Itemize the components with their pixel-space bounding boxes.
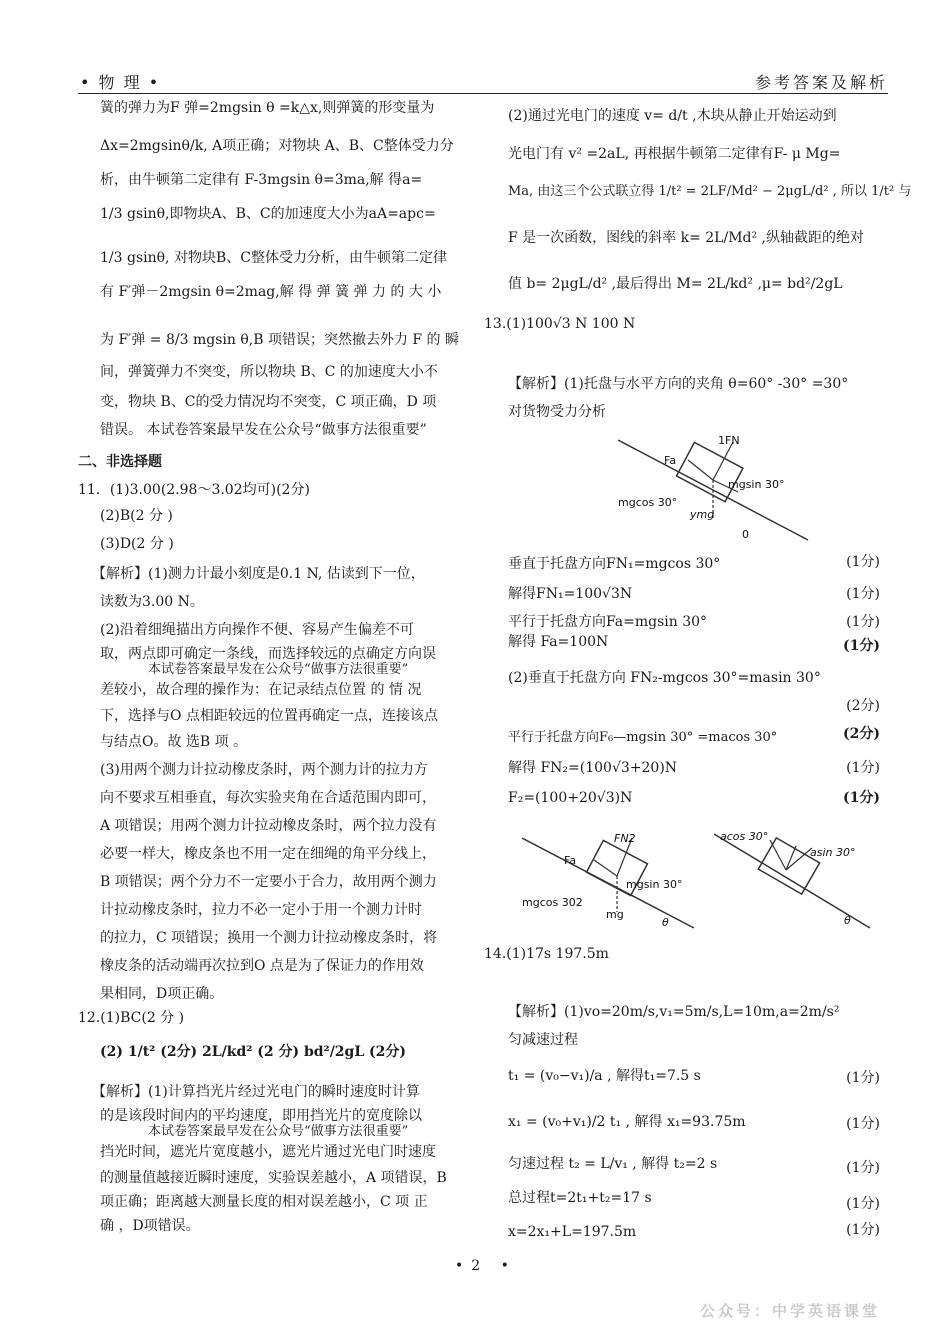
label-acos: acos 30° xyxy=(720,830,769,843)
text-line: (2)通过光电门的速度 v= d/t ,木块从静止开始运动到 xyxy=(508,108,837,124)
text-line: 析，由牛顿第二定律有 F-3mgsin θ=3ma,解 得a= xyxy=(100,172,423,188)
watermark-line: 本试卷答案最早发在公众号“做事方法很重要” xyxy=(148,662,409,677)
text-line: t₁ = (v₀−v₁)/a , 解得t₁=7.5 s xyxy=(508,1068,701,1084)
text-line: x₁ = (v₀+v₁)/2 t₁ , 解得 x₁=93.75m xyxy=(508,1114,746,1130)
text-line: (2)B(2 分 ) xyxy=(100,508,173,524)
header-subject: • 物 理 • xyxy=(80,73,161,92)
text-line: 【解析】(1)测力计最小刻度是0.1 N, 估读到下一位， xyxy=(92,566,425,582)
question-12: 12.(1)BC(2 分 ) xyxy=(78,1010,185,1026)
text-line: 光电门有 v² =2aL, 再根据牛顿第二定律有F- μ Mg= xyxy=(508,146,841,162)
text-line: F 是一次函数，图线的斜率 k= 2L/Md² ,纵轴截距的绝对 xyxy=(508,230,865,246)
text-line: 解得 FN₂=(100√3+20)N xyxy=(508,760,678,776)
text-line: 必要一样大，橡皮条也不用一定在细绳的角平分线上， xyxy=(100,846,436,862)
watermark: 公众号：中学英语课堂 xyxy=(699,1302,880,1320)
text-line: (2)沿着细绳描出方向操作不便、容易产生偏差不可 xyxy=(100,622,414,638)
text-line: 的是该段时间内的平均速度，即用挡光片的宽度除以 xyxy=(100,1108,422,1124)
question-14: 14.(1)17s 197.5m xyxy=(484,946,609,962)
right-column xyxy=(484,100,912,1250)
label-zero: 0 xyxy=(742,528,749,541)
score: (1分) xyxy=(846,1070,880,1086)
text-line: 下，选择与O 点相距较远的位置再确定一点，连接该点 xyxy=(100,708,438,724)
text-line: 的测量值越接近瞬时速度，实验误差越小，A 项错误，B xyxy=(100,1170,447,1186)
label-fa: Fa xyxy=(664,454,677,467)
page-number: •2 • xyxy=(455,1258,517,1274)
label-mg: mg xyxy=(606,908,624,921)
score: (1分) xyxy=(846,1222,880,1238)
question-13: 13.(1)100√3 N 100 N xyxy=(484,316,636,332)
text-line: 1/3 gsinθ, 对物块B、C整体受力分析，由牛顿第二定律 xyxy=(100,250,447,266)
text-line: 【解析】(1)vo=20m/s,v₁=5m/s,L=10m,a=2m/s² xyxy=(508,1004,840,1020)
text-line: 匀速过程 t₂ = L/v₁ , 解得 t₂=2 s xyxy=(508,1156,718,1172)
text-line: 解得 Fa=100N xyxy=(508,634,609,650)
score: (1分) xyxy=(846,554,880,570)
score: (1分) xyxy=(846,586,880,602)
text-line: 总过程t=2t₁+t₂=17 s xyxy=(508,1190,652,1206)
score: (1分) xyxy=(846,614,880,630)
score: (2分) xyxy=(843,726,880,742)
force-diagram-2 xyxy=(522,828,698,932)
label-fa: Fa xyxy=(564,854,577,867)
text-line: 果相同，D项正确。 xyxy=(100,986,224,1002)
text-line: 差较小，故合理的操作为：在记录结点位置 的 情 况 xyxy=(100,682,422,698)
text-line: 计拉动橡皮条时，拉力不必一定小于用一个测力计时 xyxy=(100,902,422,918)
text-line: 错误。 本试卷答案最早发在公众号“做事方法很重要” xyxy=(100,422,427,438)
text-line: 挡光时间，遮光片宽度越小，遮光片通过光电门时速度 xyxy=(100,1144,436,1160)
label-asin: asin 30° xyxy=(810,846,856,859)
text-line: (3)用两个测力计拉动橡皮条时，两个测力计的拉力方 xyxy=(100,762,428,778)
text-line: 与结点O。故 选B 项 。 xyxy=(100,734,248,750)
text-line: 对货物受力分析 xyxy=(508,404,606,420)
text-line: 【解析】(1)托盘与水平方向的夹角 θ=60° -30° =30° xyxy=(508,376,849,392)
text-line: 平行于托盘方向Fa=mgsin 30° xyxy=(508,614,708,630)
label-theta: θ xyxy=(662,916,669,929)
text-line: 橡皮条的活动端再次拉到O 点是为了保证力的作用效 xyxy=(100,958,424,974)
label-mg: ymg xyxy=(690,508,715,521)
header-rule xyxy=(78,93,888,94)
text-line: 垂直于托盘方向FN₁=mgcos 30° xyxy=(508,556,721,572)
section-heading: 二、非选择题 xyxy=(78,454,162,470)
score: (1分) xyxy=(846,1160,880,1176)
text-line: 有 F′弹－2mgsin θ=2mag,解 得 弹 簧 弹 力 的 大 小 xyxy=(100,284,442,300)
label-1fn: 1FN xyxy=(718,434,740,447)
text-line: B 项错误；两个分力不一定要小于合力，故用两个测力 xyxy=(100,874,437,890)
header-title: 参考答案及解析 xyxy=(754,73,888,92)
label-mgsin: mgsin 30° xyxy=(626,878,683,891)
text-line: F₂=(100+20√3)N xyxy=(508,790,633,806)
left-column xyxy=(78,100,480,1240)
force-diagram-1 xyxy=(608,430,818,542)
text-line: 项正确；距离越大测量长度的相对误差越小，C 项 正 xyxy=(100,1194,428,1210)
text-line: A 项错误；用两个测力计拉动橡皮条时，两个拉力没有 xyxy=(100,818,437,834)
text-line: 值 b= 2μgL/d² ,最后得出 M= 2L/kd² ,μ= bd²/2gL xyxy=(508,276,843,292)
text-line: 取，两点即可确定一条线，而选择较远的点确定方向误 xyxy=(100,646,436,662)
label-theta: θ xyxy=(844,914,851,927)
question-11: 11．(1)3.00(2.98～3.02均可)(2分) xyxy=(78,482,310,498)
text-line: 簧的弹力为F 弹=2mgsin θ =k△x,则弹簧的形变量为 xyxy=(100,100,435,116)
text-line: 读数为3.00 N。 xyxy=(100,594,204,610)
text-line: 解得FN₁=100√3N xyxy=(508,586,633,602)
text-line: x=2x₁+L=197.5m xyxy=(508,1224,637,1240)
score: (1分) xyxy=(846,760,880,776)
text-line: 1/3 gsinθ,即物块A、B、C的加速度大小为aA=apc= xyxy=(100,206,436,222)
watermark-line: 本试卷答案最早发在公众号“做事方法很重要” xyxy=(148,1124,409,1139)
text-line: 变，物块 B、C的受力情况均不突变，C 项正确，D 项 xyxy=(100,394,437,410)
text-line: Δx=2mgsinθ/k, A项正确；对物块 A、B、C整体受力分 xyxy=(100,138,454,154)
text-line: 【解析】(1)计算挡光片经过光电门的瞬时速度时计算 xyxy=(92,1084,420,1100)
text-line: 为 F′弹 = 8/3 mgsin θ,B 项错误；突然撤去外力 F 的 瞬 xyxy=(100,332,460,348)
acceleration-diagram xyxy=(714,826,874,932)
text-line: (2) 1/t² (2分) 2L/kd² (2 分) bd²/2gL (2分) xyxy=(100,1044,407,1060)
label-fn2: FN2 xyxy=(614,832,636,845)
score: (2分) xyxy=(846,698,880,714)
text-line: 的拉力，C 项错误；换用一个测力计拉动橡皮条时，将 xyxy=(100,930,438,946)
label-mgsin: mgsin 30° xyxy=(728,478,785,491)
label-mgcos: mgcos 30° xyxy=(618,496,678,509)
text-line: 平行于托盘方向F₆—mgsin 30° =macos 30° xyxy=(508,730,778,745)
score: (1分) xyxy=(843,638,880,654)
text-line: 间，弹簧弹力不突变，所以物块 B、C 的加速度大小不 xyxy=(100,364,438,380)
text-line: (3)D(2 分 ) xyxy=(100,536,174,552)
text-line: (2)垂直于托盘方向 FN₂-mgcos 30°=masin 30° xyxy=(508,670,821,686)
text-line: 匀减速过程 xyxy=(508,1032,578,1048)
text-line: 确 ，D项错误。 xyxy=(100,1218,200,1234)
score: (1分) xyxy=(846,1196,880,1212)
label-mgcos: mgcos 302 xyxy=(522,896,583,909)
score: (1分) xyxy=(846,1116,880,1132)
score: (1分) xyxy=(843,790,880,806)
text-line: 向不要求互相垂直，每次实验夹角在合适范围内即可， xyxy=(100,790,436,806)
text-line: Ma, 由这三个公式联立得 1/t² = 2LF/Md² − 2μgL/d² , 所以 1/t² 与 xyxy=(508,184,912,199)
